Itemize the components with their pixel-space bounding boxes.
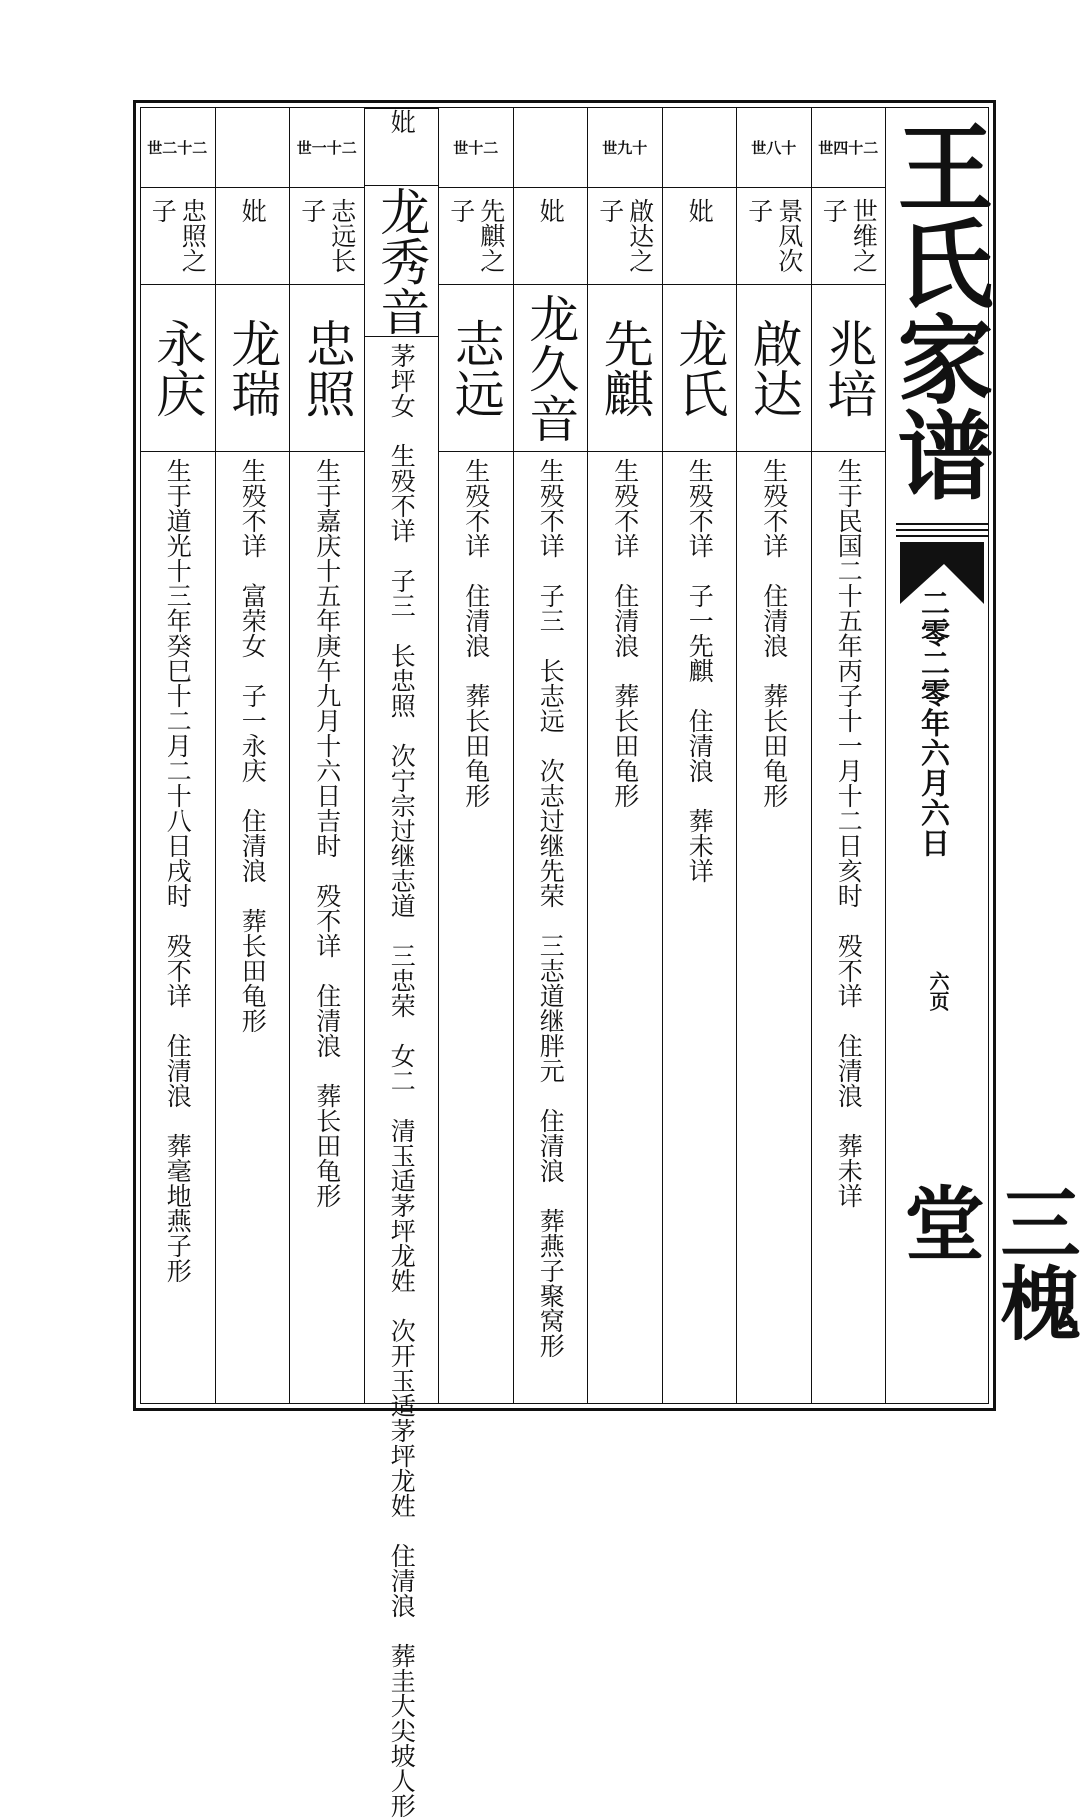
bio-cell: [216, 452, 290, 1403]
person-name: 龙瑞: [223, 318, 282, 418]
biography-text: 茅坪女 生殁不详 子三 长忠照 次宁宗过继志道 三忠荣 女二 清玉适茅坪龙姓 次开玉适茅坪龙姓 住清浪 葬圭大尖坡人形: [387, 343, 417, 1818]
bio-cell: [588, 452, 662, 1403]
biography-text: 生殁不详 富荣女 子一永庆 住清浪 葬长田龟形: [238, 458, 268, 1033]
bio-cell: [290, 452, 364, 1403]
biography-text: 生殁不详 住清浪 葬长田龟形: [461, 458, 491, 808]
bio-cell: [439, 452, 513, 1403]
bio-cell: [663, 452, 737, 1403]
relation-cell: [439, 188, 513, 285]
person-column: [513, 108, 588, 1403]
relation-cell: [812, 188, 886, 285]
name-cell: [290, 285, 364, 452]
relation-cell: [290, 188, 364, 285]
relation-cell: [216, 188, 290, 285]
person-column: [364, 108, 439, 1818]
generation-label: 世八十: [737, 108, 811, 188]
book-title: 王氏家谱: [882, 118, 995, 502]
page-number: 六页: [926, 971, 950, 1011]
generation-label: 世九十: [588, 108, 662, 188]
generation-label: 世二十二: [140, 108, 215, 188]
person-name: 龙秀音: [372, 186, 431, 336]
relation-label: 忠照之子: [148, 198, 208, 273]
publish-date: 二零二零年六月六日: [917, 588, 951, 858]
person-name: 啟达: [744, 318, 803, 418]
relation-label: 景凤次子: [744, 198, 804, 273]
person-name: 忠照: [297, 318, 356, 418]
name-cell: [663, 285, 737, 452]
relation-cell: [365, 109, 439, 186]
generation-label: [514, 108, 588, 188]
biography-text: 生殁不详 住清浪 葬长田龟形: [759, 458, 789, 808]
genealogy-table: [141, 108, 886, 1818]
name-cell: [514, 285, 588, 452]
relation-cell: [140, 188, 215, 285]
person-column: [289, 108, 364, 1403]
person-column: [438, 108, 513, 1403]
relation-label: 啟达之子: [595, 198, 655, 273]
generation-label: 世十二: [439, 108, 513, 188]
person-column: [587, 108, 662, 1403]
name-cell: [365, 186, 439, 337]
relation-cell: [663, 188, 737, 285]
generation-label: [663, 108, 737, 188]
bio-cell: [514, 452, 588, 1403]
title-panel: [882, 108, 1081, 1403]
person-column: [736, 108, 811, 1403]
bio-cell: [365, 337, 439, 1818]
biography-text: 生殁不详 子三 长志远 次志过继先荣 三志道继胖元 住清浪 葬燕子聚窝形: [536, 458, 566, 1358]
person-column: [811, 108, 886, 1403]
relation-label: 妣: [387, 109, 417, 134]
name-cell: [439, 285, 513, 452]
hall-name: 三槐堂: [891, 1182, 1081, 1342]
person-name: 兆培: [819, 318, 878, 418]
biography-text: 生殁不详 子一先麒 住清浪 葬未详: [685, 458, 715, 883]
person-column: [662, 108, 737, 1403]
person-name: 永庆: [148, 318, 207, 418]
biography-text: 生于民国二十五年丙子十一月十二日亥时 殁不详 住清浪 葬未详: [834, 458, 864, 1208]
relation-label: 世维之子: [819, 198, 879, 273]
relation-label: 妣: [536, 198, 566, 223]
biography-text: 生殁不详 住清浪 葬长田龟形: [610, 458, 640, 808]
relation-cell: [514, 188, 588, 285]
relation-cell: [737, 188, 811, 285]
person-name: 龙氏: [670, 318, 729, 418]
relation-label: 妣: [685, 198, 715, 223]
generation-label: 世四十二: [812, 108, 886, 188]
relation-label: 妣: [238, 198, 268, 223]
person-column: [140, 108, 215, 1403]
generation-label: [216, 108, 290, 188]
generation-label: 世一十二: [290, 108, 364, 188]
biography-text: 生于道光十三年癸巳十二月二十八日戌时 殁不详 住清浪 葬毫地燕子形: [163, 458, 193, 1283]
bio-cell: [737, 452, 811, 1403]
name-cell: [588, 285, 662, 452]
relation-label: 先麒之子: [446, 198, 506, 273]
bio-cell: [140, 452, 215, 1403]
biography-text: 生于嘉庆十五年庚午九月十六日吉时 殁不详 住清浪 葬长田龟形: [312, 458, 342, 1208]
relation-label: 志远长子: [297, 198, 357, 273]
name-cell: [737, 285, 811, 452]
name-cell: [216, 285, 290, 452]
person-name: 龙久音: [521, 293, 580, 443]
person-name: 先麒: [595, 318, 654, 418]
person-name: 志远: [446, 318, 505, 418]
name-cell: [812, 285, 886, 452]
name-cell: [140, 285, 215, 452]
person-column: [215, 108, 290, 1403]
relation-cell: [588, 188, 662, 285]
bio-cell: [812, 452, 886, 1403]
